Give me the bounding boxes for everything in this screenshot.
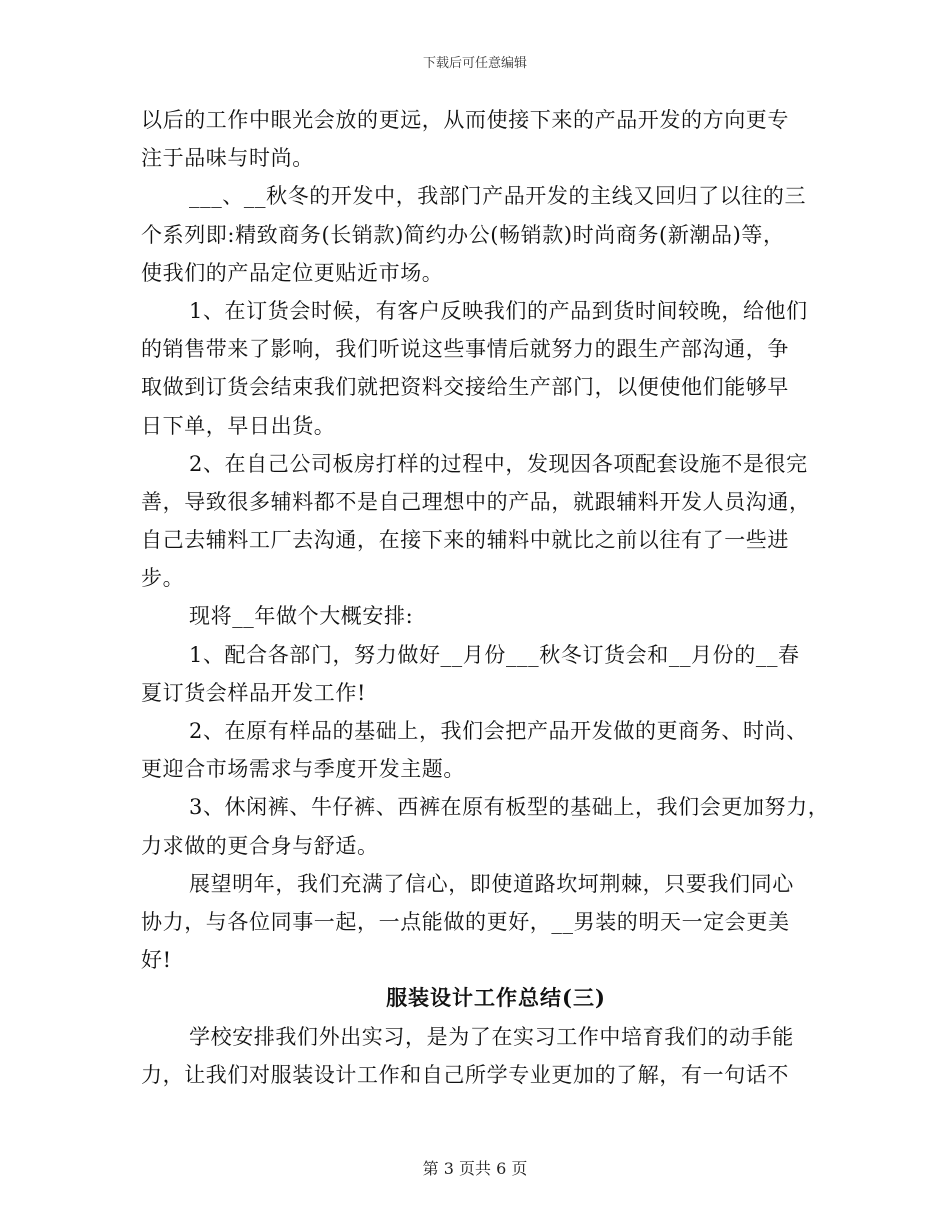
text-line: 1、配合各部门，努力做好__月份___秋冬订货会和__月份的__春 xyxy=(189,642,800,667)
text-line: 自己去辅料工厂去沟通，在接下来的辅料中就比之前以往有了一些进 xyxy=(141,528,789,553)
text-line: 日下单，早日出货。 xyxy=(141,413,336,438)
text-line: 夏订货会样品开发工作! xyxy=(141,680,367,705)
document-body xyxy=(141,101,831,1094)
text-line: 3、休闲裤、牛仔裤、西裤在原有板型的基础上，我们会更加努力， xyxy=(189,795,830,820)
text-line: 现将__年做个大概安排: xyxy=(189,604,414,629)
text-line: 步。 xyxy=(141,566,185,591)
text-line: 以后的工作中眼光会放的更远，从而使接下来的产品开发的方向更专 xyxy=(141,108,789,132)
section-title: 服装设计工作总结(三) xyxy=(386,985,606,1011)
page-footer: 第 3 页共 6 页 xyxy=(422,1159,528,1178)
text-line: 好! xyxy=(141,948,172,973)
text-line: 注于品味与时尚。 xyxy=(141,146,314,171)
text-line: 协力，与各位同事一起，一点能做的更好，__男装的明天一定会更美 xyxy=(141,909,790,934)
text-line: 个系列即:精致商务(长销款)简约办公(畅销款)时尚商务(新潮品)等， xyxy=(141,222,785,247)
text-line: 的销售带来了影响，我们听说这些事情后就努力的跟生产部沟通，争 xyxy=(141,337,789,362)
text-line: 取做到订货会结束我们就把资料交接给生产部门，以便使他们能够早 xyxy=(141,375,789,400)
text-line: 使我们的产品定位更贴近市场。 xyxy=(141,260,444,285)
page-header: 下载后可任意编辑 xyxy=(422,56,527,71)
text-line: 更迎合市场需求与季度开发主题。 xyxy=(141,757,465,782)
text-line: 力，让我们对服装设计工作和自己所学专业更加的了解，有一句话不 xyxy=(141,1062,789,1087)
text-line: 1、在订货会时候，有客户反映我们的产品到货时间较晚，给他们 xyxy=(189,298,808,323)
text-line: 2、在原有样品的基础上，我们会把产品开发做的更商务、时尚、 xyxy=(189,719,808,743)
text-line: 展望明年，我们充满了信心，即使道路坎坷荆棘，只要我们同心 xyxy=(189,871,794,896)
text-line: 善，导致很多辅料都不是自己理想中的产品，就跟辅料开发人员沟通， xyxy=(141,489,811,514)
text-line: 2、在自己公司板房打样的过程中，发现因各项配套设施不是很完 xyxy=(189,451,808,476)
text-line: 学校安排我们外出实习，是为了在实习工作中培育我们的动手能 xyxy=(189,1024,794,1049)
text-line: 力求做的更合身与舒适。 xyxy=(141,833,379,858)
text-line: ___、__秋冬的开发中，我部门产品开发的主线又回归了以往的三 xyxy=(189,184,807,209)
